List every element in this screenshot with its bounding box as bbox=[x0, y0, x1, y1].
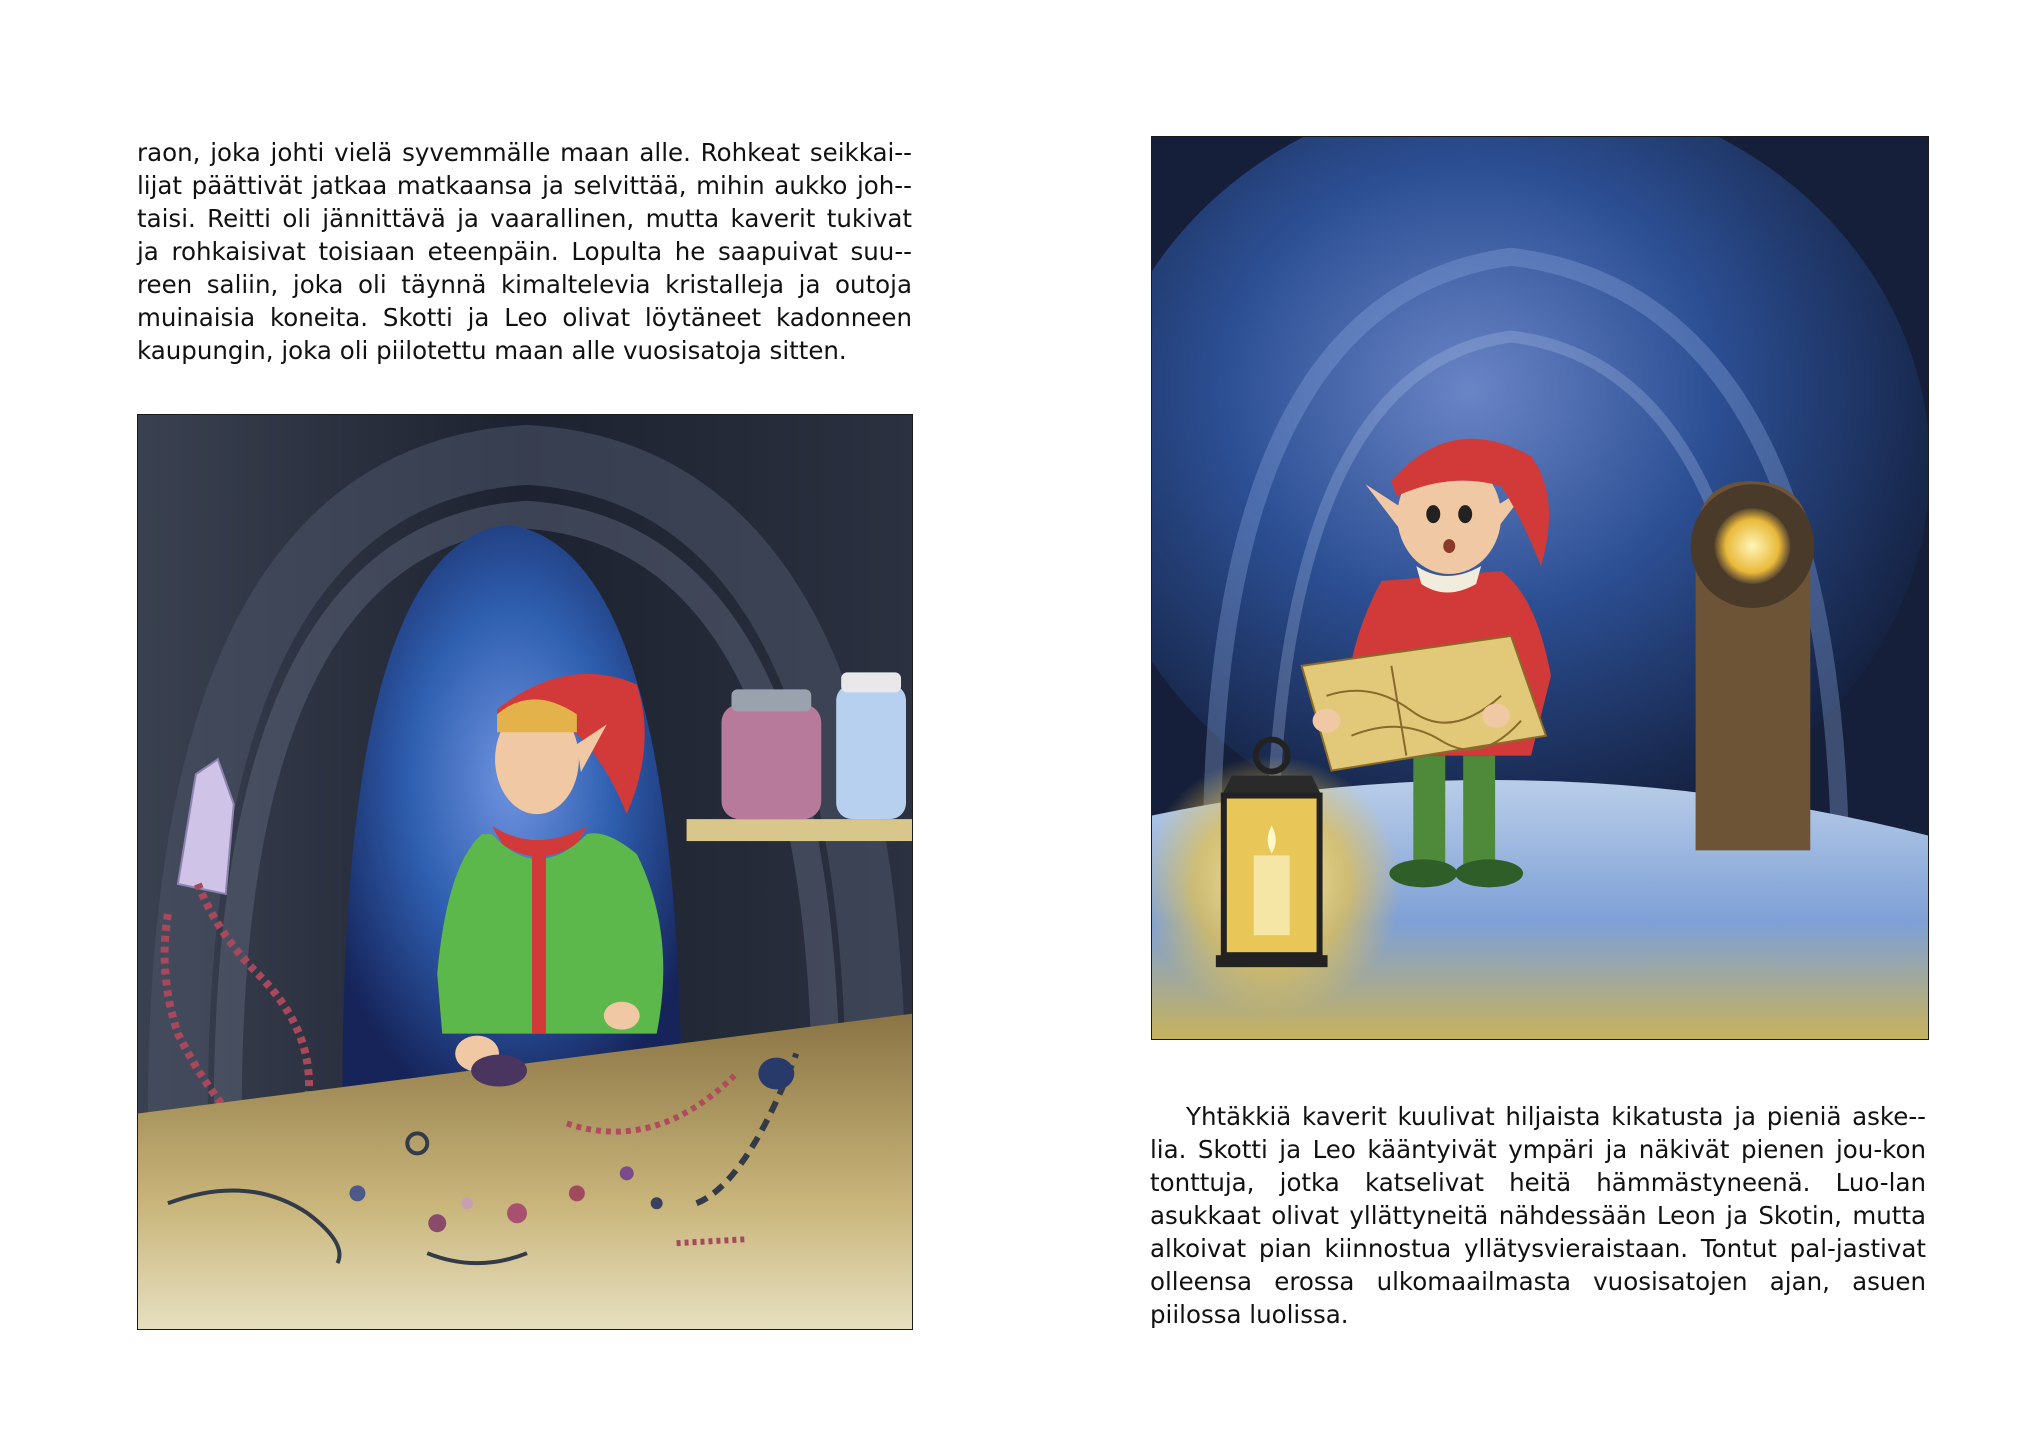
map-cave-scene bbox=[1152, 137, 1928, 1039]
right-story-text: Yhtäkkiä kaverit kuulivat hiljaista kikatusta ja pieniä aske-lia. Skotti ja Leo kääntyivät ympäri ja näkivät pienen jou-kon tonttuja, jotka katselivat heitä hämmästyneenä. Luo-lan asukkaat olivat yllättyneitä nähdessään Leon ja Skotin, mutta alkoivat pian kiinnostua yllätysvieraistaan. Tontut pal-jastivat olleensa erossa ulkomaailmasta vuosisatojen ajan, asuen piilossa luolissa. bbox=[1150, 1102, 1926, 1329]
jewel-table-scene bbox=[138, 415, 912, 1329]
elf-with-map-illustration bbox=[1151, 136, 1929, 1040]
right-story-paragraph bbox=[1150, 1100, 1926, 1331]
elf-at-jewel-table-illustration bbox=[137, 414, 913, 1330]
left-story-paragraph: raon, joka johti vielä syvemmälle maan alle. Rohkeat seikkai-lijat päättivät jatkaa matkaansa ja selvittää, mihin aukko joh-taisi. Reitti oli jännittävä ja vaarallinen, mutta kaverit tukivat ja rohkaisivat toisiaan eteenpäin. Lopulta he saapuivat suu-reen saliin, joka oli täynnä kimaltelevia kristalleja ja outoja muinaisia koneita. Skotti ja Leo olivat löytäneet kadonneen kaupungin, joka oli piilotettu maan alle vuosisatoja sitten. bbox=[137, 138, 912, 365]
